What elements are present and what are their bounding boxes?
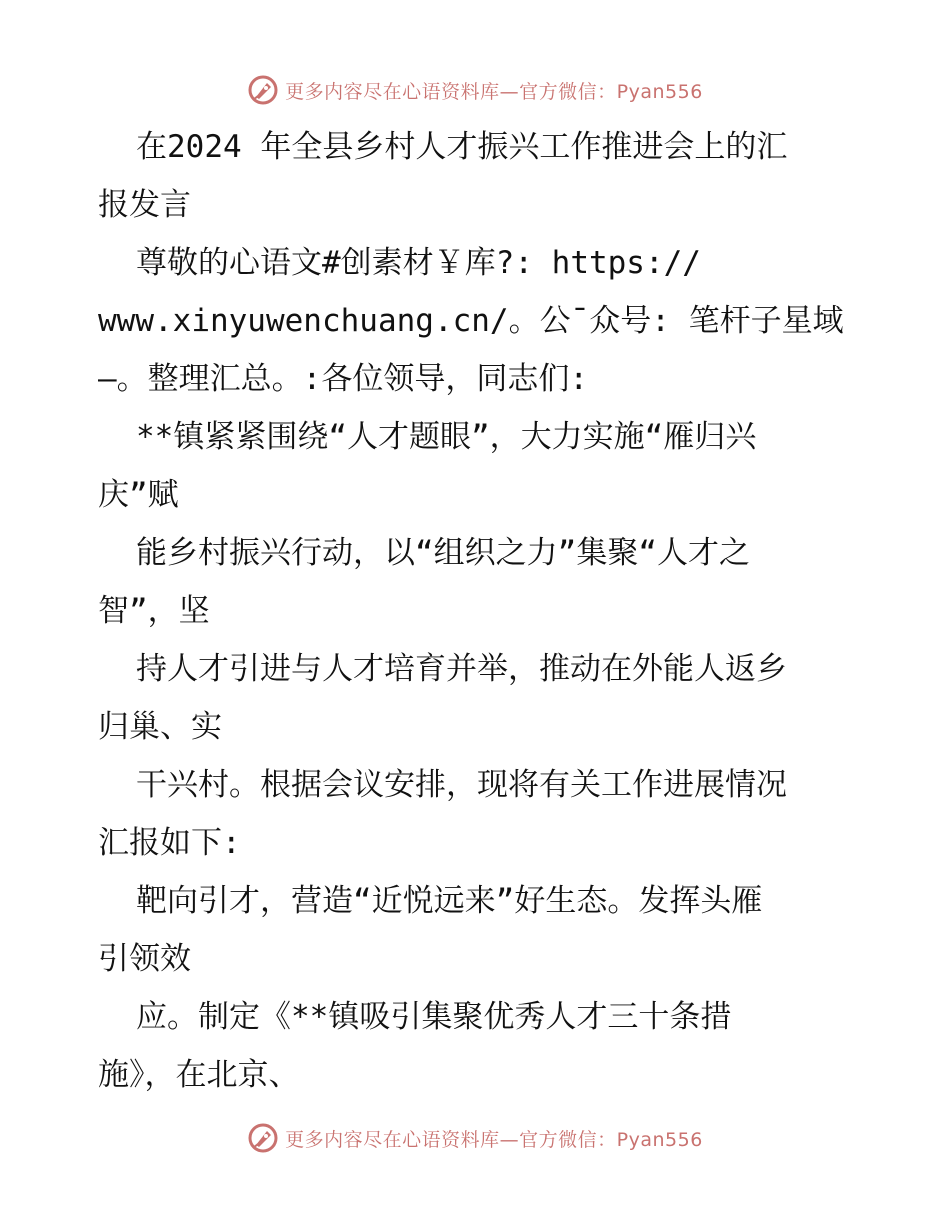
text-line: 持人才引进与人才培育并举，推动在外能人返乡 (136, 651, 787, 687)
footer-watermark-text: 更多内容尽在心语资料库—官方微信：Pyan556 (285, 1128, 703, 1151)
text-line: 施》，在北京、 (98, 1057, 300, 1093)
text-line: 庆”赋 (98, 477, 179, 513)
text-line: 能乡村振兴行动，以“组织之力”集聚“人才之 (136, 535, 750, 571)
text-line: www.xinyuwenchuang.cn/。公¯众号: 笔杆子星域 (98, 303, 844, 339)
text-line: 靶向引才，营造“近悦远来”好生态。发挥头雁 (136, 883, 763, 919)
pen-nib-logo-icon (247, 74, 279, 106)
text-line: 应。制定《**镇吸引集聚优秀人才三十条措 (136, 999, 732, 1035)
text-line: 干兴村。根据会议安排，现将有关工作进展情况 (136, 767, 787, 803)
footer-watermark (0, 1118, 950, 1158)
header-watermark (0, 70, 950, 110)
text-line: —。整理汇总。:各位领导，同志们: (98, 361, 588, 397)
text-line: 归巢、实 (98, 709, 222, 745)
text-line: 尊敬的心语文#创素材￥库?: https:// (136, 245, 701, 281)
pen-nib-logo-icon (247, 1122, 279, 1154)
header-watermark-text: 更多内容尽在心语资料库—官方微信：Pyan556 (285, 80, 703, 103)
text-line: 引领效 (98, 941, 191, 977)
text-line: 在2024 年全县乡村人才振兴工作推进会上的汇 (136, 129, 788, 165)
text-line: **镇紧紧围绕“人才题眼”，大力实施“雁归兴 (136, 419, 757, 455)
text-line: 智”，坚 (98, 593, 210, 629)
text-line: 报发言 (98, 187, 191, 223)
document-body (98, 118, 858, 1104)
text-line: 汇报如下: (98, 825, 241, 861)
